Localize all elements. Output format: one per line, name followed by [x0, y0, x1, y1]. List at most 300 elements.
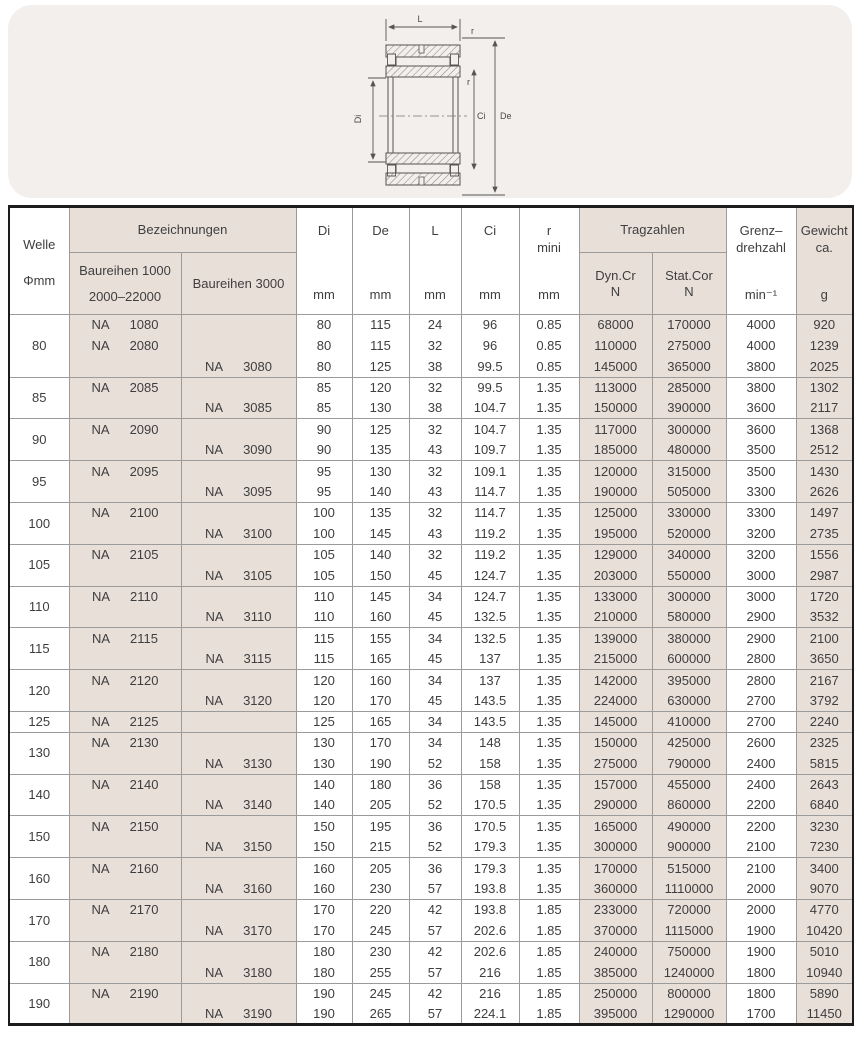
header-bezeichnungen: Bezeichnungen Baureihen 1000 2000–22000 Baureihen 3000 [69, 207, 296, 315]
cell-ci: 132.5 [461, 607, 519, 628]
cell-ci: 104.7 [461, 398, 519, 419]
cell-stat-cor: 285000 [652, 377, 726, 398]
cell-de: 215 [352, 837, 409, 858]
cell-grenzdrehzahl: 3500 [726, 461, 796, 482]
cell-ci: 143.5 [461, 711, 519, 732]
dim-Di-label: Di [353, 114, 363, 124]
cell-de: 255 [352, 962, 409, 983]
cell-designation-3000: NA 3140 [181, 795, 296, 816]
cell-grenzdrehzahl: 3000 [726, 565, 796, 586]
cell-stat-cor: 750000 [652, 941, 726, 962]
dim-L [386, 19, 460, 41]
table-row [9, 774, 853, 795]
cell-ci: 124.7 [461, 586, 519, 607]
cell-di: 80 [296, 315, 352, 336]
cell-designation-1000 [69, 607, 181, 628]
bearing-cross-section-diagram [343, 11, 528, 206]
table-row [9, 440, 853, 461]
cell-stat-cor: 1115000 [652, 920, 726, 941]
cell-ci: 96 [461, 335, 519, 356]
cell-designation-1000 [69, 356, 181, 377]
cell-di: 90 [296, 419, 352, 440]
cell-di: 140 [296, 795, 352, 816]
cell-di: 150 [296, 816, 352, 837]
cell-designation-1000: NA 2095 [69, 461, 181, 482]
cell-stat-cor: 170000 [652, 315, 726, 336]
cell-de: 165 [352, 711, 409, 732]
cell-r-mini: 1.35 [519, 377, 579, 398]
cell-designation-1000: NA 2080 [69, 335, 181, 356]
cell-r-mini: 1.35 [519, 795, 579, 816]
cell-grenzdrehzahl: 2000 [726, 879, 796, 900]
cell-gewicht: 4770 [796, 899, 853, 920]
cell-welle: 150 [9, 816, 69, 858]
cell-de: 145 [352, 523, 409, 544]
cell-designation-1000: NA 2085 [69, 377, 181, 398]
cell-di: 80 [296, 335, 352, 356]
cell-de: 230 [352, 941, 409, 962]
cell-l: 57 [409, 920, 461, 941]
cell-designation-3000 [181, 586, 296, 607]
cell-r-mini: 1.35 [519, 586, 579, 607]
cell-ci: 104.7 [461, 419, 519, 440]
dim-De-label: De [500, 111, 512, 121]
cell-r-mini: 1.85 [519, 983, 579, 1004]
cell-stat-cor: 300000 [652, 419, 726, 440]
cell-di: 110 [296, 586, 352, 607]
cell-designation-1000 [69, 691, 181, 712]
table-row [9, 941, 853, 962]
cell-designation-1000 [69, 523, 181, 544]
dim-Ci-label: Ci [477, 111, 486, 121]
cell-designation-3000 [181, 377, 296, 398]
cell-gewicht: 1720 [796, 586, 853, 607]
cell-de: 220 [352, 899, 409, 920]
header-gewicht: Gewicht ca. g [796, 207, 853, 315]
cell-dyn-cr: 233000 [579, 899, 652, 920]
cell-designation-1000 [69, 482, 181, 503]
cell-l: 34 [409, 628, 461, 649]
cell-welle: 110 [9, 586, 69, 628]
table-row [9, 607, 853, 628]
cell-l: 43 [409, 440, 461, 461]
cell-designation-1000 [69, 879, 181, 900]
cell-designation-3000: NA 3095 [181, 482, 296, 503]
table-row [9, 920, 853, 941]
cell-dyn-cr: 290000 [579, 795, 652, 816]
cell-r-mini: 0.85 [519, 335, 579, 356]
cell-di: 100 [296, 523, 352, 544]
cell-ci: 216 [461, 962, 519, 983]
cell-designation-3000 [181, 315, 296, 336]
cell-gewicht: 3792 [796, 691, 853, 712]
cell-welle: 80 [9, 315, 69, 378]
cell-r-mini: 1.35 [519, 482, 579, 503]
table-row [9, 335, 853, 356]
cell-stat-cor: 380000 [652, 628, 726, 649]
cell-l: 57 [409, 962, 461, 983]
cell-designation-3000 [181, 419, 296, 440]
cell-designation-3000: NA 3115 [181, 649, 296, 670]
cell-designation-1000: NA 2130 [69, 732, 181, 753]
cell-dyn-cr: 210000 [579, 607, 652, 628]
cell-gewicht: 2025 [796, 356, 853, 377]
cell-dyn-cr: 190000 [579, 482, 652, 503]
cell-designation-3000 [181, 670, 296, 691]
cell-ci: 109.7 [461, 440, 519, 461]
cell-designation-3000 [181, 816, 296, 837]
cell-l: 42 [409, 899, 461, 920]
cell-designation-3000 [181, 461, 296, 482]
cell-gewicht: 2240 [796, 711, 853, 732]
cell-designation-1000: NA 2105 [69, 544, 181, 565]
cell-ci: 193.8 [461, 879, 519, 900]
cell-r-mini: 1.85 [519, 962, 579, 983]
table-row [9, 544, 853, 565]
table-row [9, 356, 853, 377]
cell-dyn-cr: 157000 [579, 774, 652, 795]
table-row [9, 732, 853, 753]
cell-designation-1000: NA 2150 [69, 816, 181, 837]
cell-stat-cor: 425000 [652, 732, 726, 753]
cell-dyn-cr: 240000 [579, 941, 652, 962]
cell-r-mini: 1.35 [519, 544, 579, 565]
cell-de: 165 [352, 649, 409, 670]
cell-stat-cor: 860000 [652, 795, 726, 816]
cell-designation-1000 [69, 920, 181, 941]
cell-di: 95 [296, 461, 352, 482]
cell-de: 140 [352, 544, 409, 565]
cell-de: 230 [352, 879, 409, 900]
cell-grenzdrehzahl: 2700 [726, 711, 796, 732]
cell-gewicht: 1302 [796, 377, 853, 398]
cell-ci: 170.5 [461, 795, 519, 816]
cell-grenzdrehzahl: 2600 [726, 732, 796, 753]
header-stat-cor: Stat.Cor N [665, 267, 713, 299]
cell-stat-cor: 550000 [652, 565, 726, 586]
cell-dyn-cr: 145000 [579, 711, 652, 732]
cell-welle: 180 [9, 941, 69, 983]
cell-grenzdrehzahl: 4000 [726, 335, 796, 356]
table-row [9, 837, 853, 858]
dim-r-top-label: r [471, 26, 474, 36]
cell-l: 38 [409, 356, 461, 377]
table-row [9, 503, 853, 524]
cell-ci: 179.3 [461, 858, 519, 879]
cell-grenzdrehzahl: 1700 [726, 1004, 796, 1025]
cell-stat-cor: 275000 [652, 335, 726, 356]
cell-r-mini: 1.35 [519, 607, 579, 628]
cell-welle: 90 [9, 419, 69, 461]
cell-de: 135 [352, 440, 409, 461]
cell-gewicht: 10940 [796, 962, 853, 983]
cell-r-mini: 1.35 [519, 711, 579, 732]
needle-cage-bottom [396, 164, 450, 173]
cell-welle: 125 [9, 711, 69, 732]
cell-l: 45 [409, 691, 461, 712]
cell-designation-1000 [69, 440, 181, 461]
cell-designation-1000 [69, 962, 181, 983]
cell-r-mini: 1.35 [519, 774, 579, 795]
cell-designation-1000: NA 2190 [69, 983, 181, 1004]
table-row [9, 377, 853, 398]
cell-r-mini: 1.85 [519, 920, 579, 941]
header-grenzdrehzahl: Grenz– drehzahl min⁻¹ [726, 207, 796, 315]
cell-r-mini: 1.35 [519, 628, 579, 649]
cell-l: 45 [409, 607, 461, 628]
cell-designation-3000: NA 3110 [181, 607, 296, 628]
dim-L-label: L [417, 14, 423, 24]
cell-dyn-cr: 129000 [579, 544, 652, 565]
cell-di: 125 [296, 711, 352, 732]
cell-l: 45 [409, 649, 461, 670]
cell-di: 80 [296, 356, 352, 377]
cell-r-mini: 1.35 [519, 753, 579, 774]
cell-dyn-cr: 185000 [579, 440, 652, 461]
cell-grenzdrehzahl: 2900 [726, 628, 796, 649]
cell-l: 32 [409, 335, 461, 356]
cell-r-mini: 1.35 [519, 461, 579, 482]
table-row [9, 1004, 853, 1025]
table-row [9, 711, 853, 732]
cell-de: 170 [352, 732, 409, 753]
table-row [9, 879, 853, 900]
cell-welle: 160 [9, 858, 69, 900]
cell-dyn-cr: 275000 [579, 753, 652, 774]
cell-stat-cor: 340000 [652, 544, 726, 565]
cell-de: 190 [352, 753, 409, 774]
cell-di: 115 [296, 628, 352, 649]
cell-di: 90 [296, 440, 352, 461]
cell-designation-3000 [181, 711, 296, 732]
cell-welle: 120 [9, 670, 69, 712]
cell-l: 43 [409, 523, 461, 544]
cell-dyn-cr: 360000 [579, 879, 652, 900]
cell-designation-3000 [181, 774, 296, 795]
cell-di: 160 [296, 858, 352, 879]
cell-l: 36 [409, 858, 461, 879]
cell-dyn-cr: 385000 [579, 962, 652, 983]
cell-di: 150 [296, 837, 352, 858]
cell-gewicht: 2325 [796, 732, 853, 753]
cell-dyn-cr: 300000 [579, 837, 652, 858]
cell-r-mini: 1.35 [519, 419, 579, 440]
outer-ring-top [386, 45, 460, 57]
cell-di: 85 [296, 377, 352, 398]
cell-di: 160 [296, 879, 352, 900]
cell-stat-cor: 330000 [652, 503, 726, 524]
cell-gewicht: 5010 [796, 941, 853, 962]
cell-gewicht: 3650 [796, 649, 853, 670]
cell-grenzdrehzahl: 3600 [726, 398, 796, 419]
cell-r-mini: 1.35 [519, 523, 579, 544]
cell-r-mini: 1.35 [519, 732, 579, 753]
cell-dyn-cr: 370000 [579, 920, 652, 941]
header-l: L mm [409, 207, 461, 315]
cell-di: 130 [296, 753, 352, 774]
cell-gewicht: 9070 [796, 879, 853, 900]
cell-l: 43 [409, 482, 461, 503]
cell-l: 36 [409, 774, 461, 795]
header-dyn-cr: Dyn.Cr N [580, 253, 653, 314]
dim-Di [368, 78, 386, 162]
cell-r-mini: 1.85 [519, 1004, 579, 1025]
table-row [9, 753, 853, 774]
table-row [9, 398, 853, 419]
cell-gewicht: 2987 [796, 565, 853, 586]
cell-l: 32 [409, 503, 461, 524]
cell-l: 52 [409, 753, 461, 774]
cell-designation-3000: NA 3080 [181, 356, 296, 377]
cell-stat-cor: 490000 [652, 816, 726, 837]
cell-designation-3000 [181, 858, 296, 879]
cell-de: 160 [352, 607, 409, 628]
seal-left [388, 54, 396, 65]
cell-di: 180 [296, 941, 352, 962]
cell-grenzdrehzahl: 3300 [726, 503, 796, 524]
cell-stat-cor: 505000 [652, 482, 726, 503]
cell-l: 32 [409, 544, 461, 565]
header-de: De mm [352, 207, 409, 315]
cell-de: 135 [352, 503, 409, 524]
cell-designation-3000: NA 3170 [181, 920, 296, 941]
cell-dyn-cr: 195000 [579, 523, 652, 544]
table-row [9, 315, 853, 336]
cell-di: 140 [296, 774, 352, 795]
cell-grenzdrehzahl: 2200 [726, 795, 796, 816]
cell-de: 160 [352, 670, 409, 691]
table-row [9, 461, 853, 482]
dim-r-inner-label: r [467, 77, 470, 87]
cell-designation-1000: NA 1080 [69, 315, 181, 336]
cell-de: 120 [352, 377, 409, 398]
table-row [9, 586, 853, 607]
cell-dyn-cr: 150000 [579, 732, 652, 753]
cell-l: 34 [409, 670, 461, 691]
cell-designation-3000 [181, 941, 296, 962]
cell-grenzdrehzahl: 1800 [726, 962, 796, 983]
cell-dyn-cr: 170000 [579, 858, 652, 879]
cell-gewicht: 1430 [796, 461, 853, 482]
cell-stat-cor: 1240000 [652, 962, 726, 983]
table-row [9, 962, 853, 983]
cell-r-mini: 1.85 [519, 899, 579, 920]
cell-di: 85 [296, 398, 352, 419]
cell-dyn-cr: 139000 [579, 628, 652, 649]
cell-designation-3000: NA 3120 [181, 691, 296, 712]
cell-l: 34 [409, 586, 461, 607]
cell-r-mini: 1.35 [519, 649, 579, 670]
cell-r-mini: 1.85 [519, 941, 579, 962]
cell-ci: 202.6 [461, 920, 519, 941]
cell-designation-1000: NA 2100 [69, 503, 181, 524]
cell-gewicht: 920 [796, 315, 853, 336]
cell-stat-cor: 790000 [652, 753, 726, 774]
cell-designation-3000 [181, 983, 296, 1004]
cell-grenzdrehzahl: 3200 [726, 544, 796, 565]
cell-ci: 148 [461, 732, 519, 753]
cell-gewicht: 3400 [796, 858, 853, 879]
cell-grenzdrehzahl: 2000 [726, 899, 796, 920]
cell-dyn-cr: 133000 [579, 586, 652, 607]
cell-stat-cor: 300000 [652, 586, 726, 607]
cell-welle: 140 [9, 774, 69, 816]
cell-de: 130 [352, 398, 409, 419]
cell-di: 120 [296, 691, 352, 712]
cell-stat-cor: 315000 [652, 461, 726, 482]
cell-ci: 193.8 [461, 899, 519, 920]
cell-designation-1000 [69, 1004, 181, 1025]
cell-di: 110 [296, 607, 352, 628]
cell-ci: 96 [461, 315, 519, 336]
cell-designation-3000: NA 3190 [181, 1004, 296, 1025]
header-di: Di mm [296, 207, 352, 315]
cell-designation-1000 [69, 753, 181, 774]
cell-di: 130 [296, 732, 352, 753]
cell-gewicht: 1368 [796, 419, 853, 440]
cell-grenzdrehzahl: 3600 [726, 419, 796, 440]
cell-ci: 158 [461, 753, 519, 774]
cell-gewicht: 3532 [796, 607, 853, 628]
cell-de: 180 [352, 774, 409, 795]
cell-gewicht: 7230 [796, 837, 853, 858]
cell-gewicht: 10420 [796, 920, 853, 941]
cell-dyn-cr: 250000 [579, 983, 652, 1004]
cell-de: 245 [352, 983, 409, 1004]
cell-designation-1000: NA 2110 [69, 586, 181, 607]
cell-grenzdrehzahl: 2400 [726, 753, 796, 774]
cell-di: 190 [296, 1004, 352, 1025]
cell-l: 32 [409, 461, 461, 482]
cell-r-mini: 1.35 [519, 816, 579, 837]
cell-ci: 137 [461, 670, 519, 691]
cell-gewicht: 6840 [796, 795, 853, 816]
cell-de: 140 [352, 482, 409, 503]
cell-de: 115 [352, 315, 409, 336]
cell-stat-cor: 600000 [652, 649, 726, 670]
cell-dyn-cr: 113000 [579, 377, 652, 398]
table-row [9, 899, 853, 920]
cell-dyn-cr: 203000 [579, 565, 652, 586]
cell-ci: 143.5 [461, 691, 519, 712]
needle-cage-top [396, 57, 450, 66]
cell-dyn-cr: 68000 [579, 315, 652, 336]
diagram-panel [8, 5, 852, 198]
cell-welle: 115 [9, 628, 69, 670]
cell-l: 42 [409, 941, 461, 962]
cell-gewicht: 1497 [796, 503, 853, 524]
cell-gewicht: 2117 [796, 398, 853, 419]
cell-designation-1000: NA 2170 [69, 899, 181, 920]
cell-designation-3000 [181, 544, 296, 565]
header-welle: Welle Φmm [9, 207, 69, 315]
cell-l: 36 [409, 816, 461, 837]
cell-dyn-cr: 117000 [579, 419, 652, 440]
cell-ci: 216 [461, 983, 519, 1004]
cell-designation-1000 [69, 565, 181, 586]
cell-stat-cor: 365000 [652, 356, 726, 377]
cell-r-mini: 1.35 [519, 858, 579, 879]
cell-l: 32 [409, 419, 461, 440]
cell-grenzdrehzahl: 3000 [726, 586, 796, 607]
cell-designation-3000: NA 3100 [181, 523, 296, 544]
cell-gewicht: 5890 [796, 983, 853, 1004]
table-row [9, 523, 853, 544]
table-row [9, 858, 853, 879]
cell-l: 38 [409, 398, 461, 419]
inner-ring-bottom [386, 153, 460, 164]
cell-r-mini: 1.35 [519, 837, 579, 858]
